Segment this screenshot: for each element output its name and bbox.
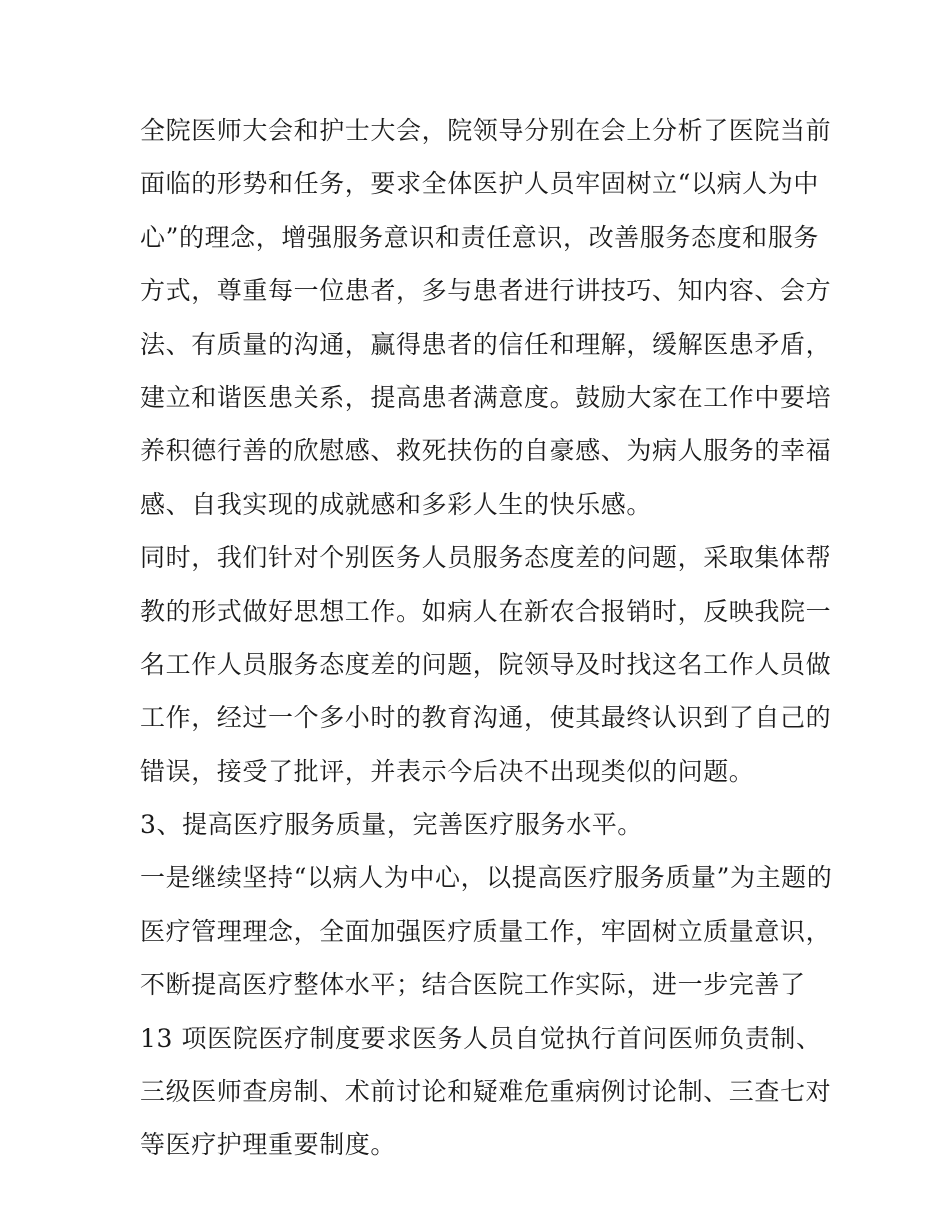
text-line: 错误，接受了批评，并表示今后决不出现类似的问题。 — [140, 756, 755, 786]
text-line: 方式，尊重每一位患者，多与患者进行讲技巧、知内容、会方 — [140, 276, 832, 306]
text-line: 等医疗护理重要制度。 — [140, 1130, 397, 1160]
text-line: 不断提高医疗整体水平；结合医院工作实际，进一步完善了 — [140, 970, 806, 1000]
text-line: 医疗管理理念，全面加强医疗质量工作，牢固树立质量意识， — [140, 916, 832, 946]
text-line: 一是继续坚持“以病人为中心，以提高医疗服务质量”为主题的 — [140, 863, 833, 893]
text-line: 同时，我们针对个别医务人员服务态度差的问题，采取集体帮 — [140, 543, 832, 573]
text-line: 名工作人员服务态度差的问题，院领导及时找这名工作人员做 — [140, 649, 832, 679]
text-line: 13 项医院医疗制度要求医务人员自觉执行首问医师负责制、 — [140, 1023, 822, 1053]
document-body — [140, 104, 833, 1172]
text-line: 工作，经过一个多小时的教育沟通，使其最终认识到了自己的 — [140, 703, 832, 733]
text-line: 法、有质量的沟通，赢得患者的信任和理解，缓解医患矛盾， — [140, 329, 832, 359]
text-line: 感、自我实现的成就感和多彩人生的快乐感。 — [140, 489, 653, 519]
text-line: 三级医师查房制、术前讨论和疑难危重病例讨论制、三查七对 — [140, 1077, 832, 1107]
text-line: 面临的形势和任务，要求全体医护人员牢固树立“以病人为中 — [140, 169, 819, 199]
text-line: 建立和谐医患关系，提高患者满意度。鼓励大家在工作中要培 — [140, 382, 832, 412]
text-line: 心”的理念，增强服务意识和责任意识，改善服务态度和服务 — [140, 222, 819, 252]
section-heading: 3、提高医疗服务质量，完善医疗服务水平。 — [140, 810, 643, 840]
text-line: 全院医师大会和护士大会，院领导分别在会上分析了医院当前 — [140, 116, 832, 145]
text-line: 教的形式做好思想工作。如病人在新农合报销时，反映我院一 — [140, 596, 832, 626]
text-line: 养积德行善的欣慰感、救死扶伤的自豪感、为病人服务的幸福 — [140, 436, 832, 466]
